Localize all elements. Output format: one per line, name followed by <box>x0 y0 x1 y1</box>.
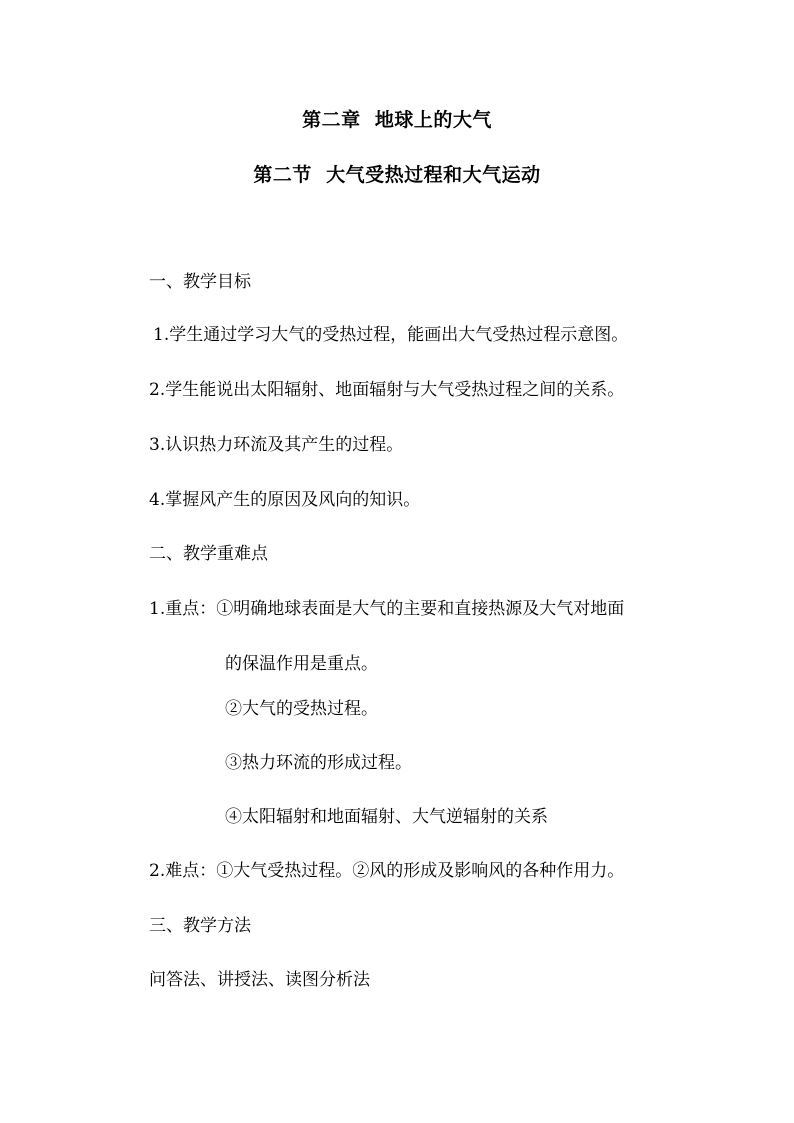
focus-line-1: 1.重点：①明确地球表面是大气的主要和直接热源及大气对地面 <box>149 599 625 619</box>
goal-item-1: 1.学生通过学习大气的受热过程，能画出大气受热过程示意图。 <box>153 325 629 345</box>
difficulty-line: 2.难点：①大气受热过程。②风的形成及影响风的各种作用力。 <box>149 861 625 881</box>
goal-item-4: 4.掌握风产生的原因及风向的知识。 <box>149 490 421 510</box>
focus-line-4: ③热力环流的形成过程。 <box>225 753 412 773</box>
methods-heading: 三、教学方法 <box>149 916 251 936</box>
focus-line-5: ④太阳辐射和地面辐射、大气逆辐射的关系 <box>225 807 548 827</box>
goals-heading: 一、教学目标 <box>149 272 251 292</box>
chapter-title: 第二章 地球上的大气 <box>302 109 492 131</box>
section-title: 第二节 大气受热过程和大气运动 <box>253 164 541 186</box>
methods-text: 问答法、讲授法、读图分析法 <box>149 970 370 990</box>
focus-line-3: ②大气的受热过程。 <box>225 699 378 719</box>
focus-line-2: 的保温作用是重点。 <box>225 654 378 674</box>
goal-item-2: 2.学生能说出太阳辐射、地面辐射与大气受热过程之间的关系。 <box>149 380 625 400</box>
goal-item-3: 3.认识热力环流及其产生的过程。 <box>149 435 404 455</box>
key-points-heading: 二、教学重难点 <box>149 544 268 564</box>
